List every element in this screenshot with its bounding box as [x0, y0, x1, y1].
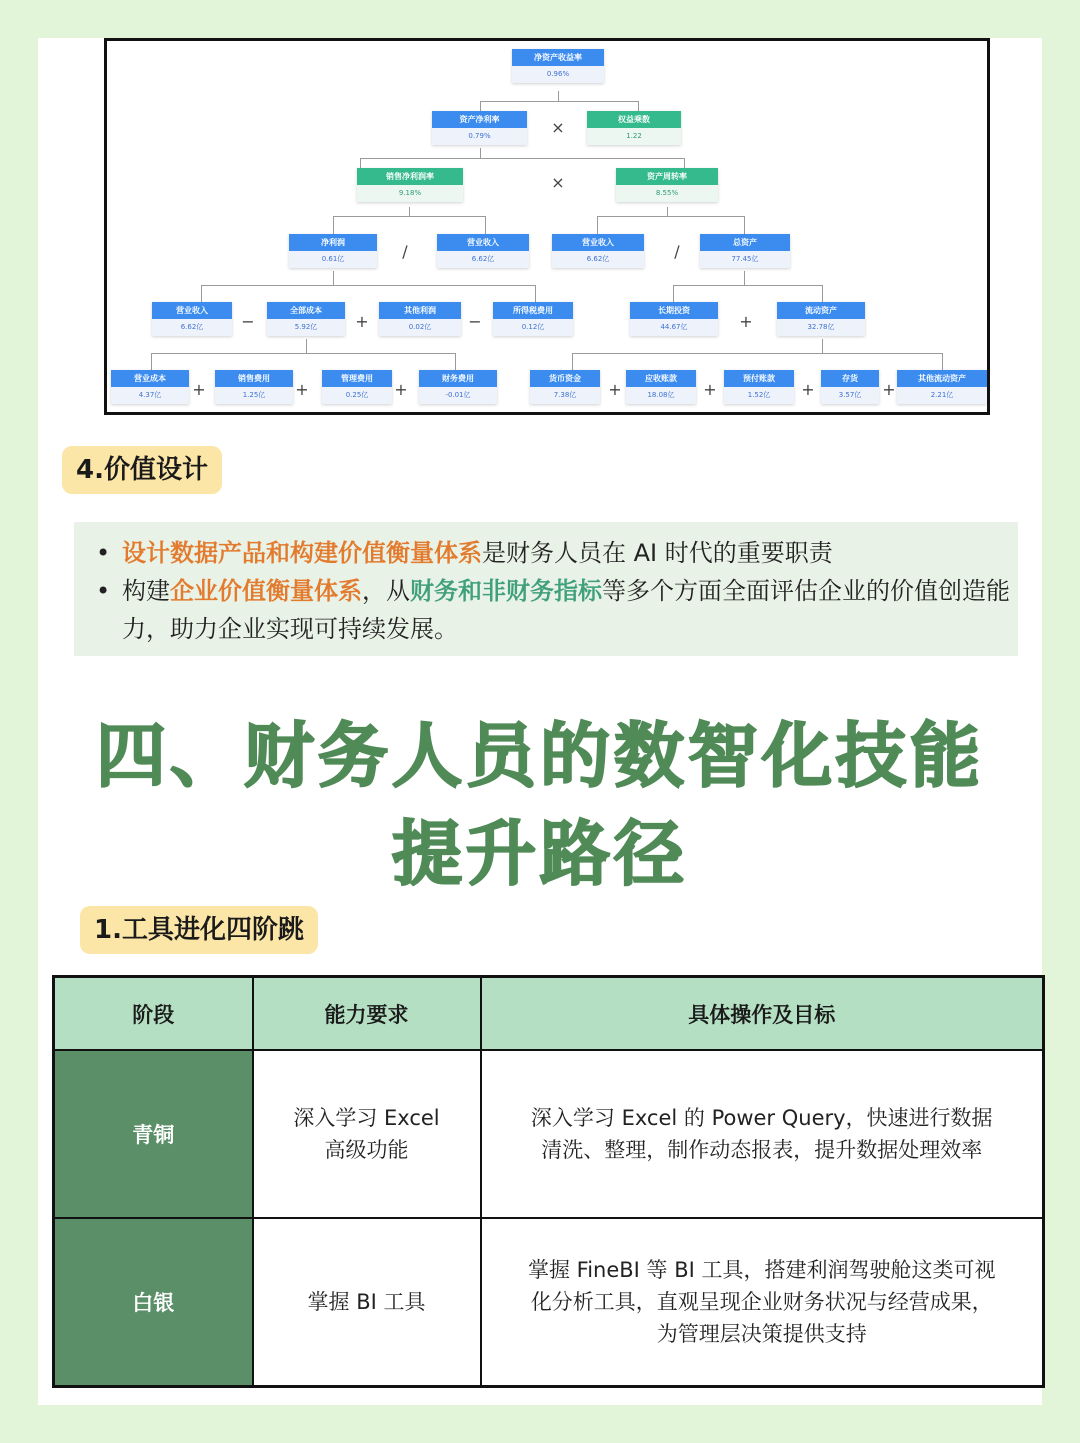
node-title: 应收账款	[626, 370, 696, 387]
plus-operator: +	[608, 380, 622, 399]
cell-line: 深入学习 Excel 的 Power Query，快速进行数据	[530, 1106, 993, 1130]
node-value: 18.08亿	[626, 387, 696, 404]
plus-operator: +	[355, 312, 369, 331]
node-asset-turnover	[616, 168, 718, 202]
node-title: 预付账款	[724, 370, 794, 387]
connector	[151, 353, 455, 354]
node-title: 资产净利率	[432, 111, 527, 128]
plus-operator: +	[295, 380, 309, 399]
node-value: 9.18%	[357, 185, 463, 202]
node-value: 0.79%	[432, 128, 527, 145]
node-value: 0.61亿	[289, 251, 377, 268]
node-value: 3.57亿	[821, 387, 879, 404]
connector	[360, 158, 361, 168]
column-header: 具体操作及目标	[481, 977, 1044, 1051]
node-operating-cost	[111, 370, 189, 404]
node-value: 4.37亿	[111, 387, 189, 404]
minus-operator: −	[241, 312, 255, 331]
node-income-tax	[493, 302, 573, 336]
connector	[201, 285, 202, 302]
bullet-text: 等多个方面全面评估企业的价值创造能力，助力企业实现可持续发展。	[122, 577, 1010, 643]
node-title: 管理费用	[322, 370, 392, 387]
bullet-item	[96, 572, 1018, 648]
stage-cell: 白银	[54, 1218, 253, 1386]
highlight-text: 企业价值衡量体系	[170, 577, 362, 605]
bullet-text: ，从	[362, 577, 410, 605]
column-header: 阶段	[54, 977, 253, 1051]
highlight-text: 财务和非财务指标	[410, 577, 602, 605]
page-title-line1: 四、财务人员的数智化技能	[96, 715, 984, 797]
node-value: 1.22	[587, 128, 681, 145]
node-admin-expense	[322, 370, 392, 404]
connector	[597, 216, 744, 217]
node-equity-multiplier	[587, 111, 681, 145]
node-net-profit-margin	[357, 168, 463, 202]
node-title: 其他利润	[379, 302, 461, 319]
node-title: 销售费用	[215, 370, 293, 387]
node-revenue	[437, 234, 529, 268]
node-value: 7.38亿	[530, 387, 600, 404]
node-title: 营业收入	[437, 234, 529, 251]
node-value: 0.12亿	[493, 319, 573, 336]
node-value: 2.21亿	[897, 387, 987, 404]
node-value: 0.02亿	[379, 319, 461, 336]
connector	[572, 353, 573, 370]
column-header: 能力要求	[253, 977, 481, 1051]
node-inventory	[821, 370, 879, 404]
cell-line: 清洗、整理，制作动态报表，提升数据处理效率	[541, 1138, 983, 1162]
connector	[638, 101, 639, 111]
cell-line: 高级功能	[324, 1138, 409, 1162]
node-other-current-assets	[897, 370, 987, 404]
table-row	[54, 1218, 1044, 1386]
node-prepayments	[724, 370, 794, 404]
node-revenue-3	[152, 302, 232, 336]
node-cash	[530, 370, 600, 404]
description-cell	[481, 1050, 1044, 1218]
section-heading-tool-evolution: 1.工具进化四阶跳	[80, 906, 318, 954]
node-revenue-2	[552, 234, 644, 268]
section-heading-value-design: 4.价值设计	[62, 446, 222, 494]
dupont-tree-diagram	[104, 38, 990, 415]
cell-line: 掌握 BI 工具	[307, 1289, 426, 1314]
connector	[360, 158, 684, 159]
skills-table	[52, 975, 1045, 1388]
plus-operator: +	[739, 312, 753, 331]
node-title: 货币资金	[530, 370, 600, 387]
connector	[333, 271, 334, 285]
page-title-line2: 提升路径	[392, 813, 688, 895]
node-selling-expense	[215, 370, 293, 404]
connector	[942, 353, 943, 370]
connector	[455, 353, 456, 370]
node-value: 6.62亿	[552, 251, 644, 268]
connector	[822, 339, 823, 353]
connector	[151, 353, 152, 370]
node-value: 5.92亿	[267, 319, 345, 336]
node-value: 1.52亿	[724, 387, 794, 404]
connector	[572, 353, 942, 354]
divide-operator: /	[402, 242, 408, 261]
node-value: 6.62亿	[437, 251, 529, 268]
node-title: 权益乘数	[587, 111, 681, 128]
connector	[673, 285, 674, 302]
value-design-bullets	[74, 522, 1018, 656]
node-title: 存货	[821, 370, 879, 387]
connector	[744, 271, 745, 285]
node-value: 0.25亿	[322, 387, 392, 404]
node-title: 财务费用	[419, 370, 497, 387]
connector	[535, 285, 536, 302]
node-finance-expense	[419, 370, 497, 404]
node-value: -0.01亿	[419, 387, 497, 404]
node-value: 1.25亿	[215, 387, 293, 404]
node-value: 77.45亿	[700, 251, 790, 268]
connector	[333, 216, 334, 234]
node-title: 总资产	[700, 234, 790, 251]
node-title: 营业收入	[552, 234, 644, 251]
node-other-profit	[379, 302, 461, 336]
node-title: 所得税费用	[493, 302, 573, 319]
connector	[201, 285, 535, 286]
connector	[333, 216, 485, 217]
bullet-text: 构建	[122, 577, 170, 605]
connector	[485, 216, 486, 234]
node-roa	[432, 111, 527, 145]
connector	[597, 216, 598, 234]
node-value: 44.67亿	[630, 319, 718, 336]
cell-line: 化分析工具，直观呈现企业财务状况与经营成果，	[530, 1289, 993, 1314]
connector	[667, 207, 668, 216]
connector	[480, 101, 638, 102]
node-title: 营业成本	[111, 370, 189, 387]
node-roe	[512, 49, 604, 83]
minus-operator: −	[468, 312, 482, 331]
node-title: 长期投资	[630, 302, 718, 319]
multiply-operator: ×	[551, 118, 565, 137]
plus-operator: +	[192, 380, 206, 399]
node-title: 净资产收益率	[512, 49, 604, 66]
connector	[480, 148, 481, 158]
cell-line: 为管理层决策提供支持	[656, 1321, 867, 1346]
node-title: 其他流动资产	[897, 370, 987, 387]
node-value: 8.55%	[616, 185, 718, 202]
node-title: 销售净利润率	[357, 168, 463, 185]
plus-operator: +	[394, 380, 408, 399]
node-net-profit	[289, 234, 377, 268]
node-current-assets	[777, 302, 865, 336]
cell-line: 深入学习 Excel	[293, 1106, 440, 1130]
stage-cell: 青铜	[54, 1050, 253, 1218]
connector	[684, 158, 685, 168]
table-header-row	[54, 977, 1044, 1051]
cell-line: 掌握 FineBI 等 BI 工具，搭建利润驾驶舱这类可视	[527, 1257, 996, 1282]
plus-operator: +	[882, 380, 896, 399]
node-title: 全部成本	[267, 302, 345, 319]
highlight-text: 设计数据产品和构建价值衡量体系	[122, 539, 482, 567]
bullet-text: 是财务人员在 AI 时代的重要职责	[482, 539, 833, 567]
description-cell	[481, 1218, 1044, 1386]
node-title: 资产周转率	[616, 168, 718, 185]
bullet-item	[96, 534, 1018, 572]
node-receivables	[626, 370, 696, 404]
connector	[306, 339, 307, 353]
divide-operator: /	[674, 242, 680, 261]
requirement-cell	[253, 1218, 481, 1386]
plus-operator: +	[801, 380, 815, 399]
node-total-assets	[700, 234, 790, 268]
node-title: 营业收入	[152, 302, 232, 319]
node-title: 流动资产	[777, 302, 865, 319]
connector	[744, 216, 745, 234]
node-total-cost	[267, 302, 345, 336]
node-value: 32.78亿	[777, 319, 865, 336]
connector	[409, 207, 410, 216]
table-row	[54, 1050, 1044, 1218]
node-long-term-investment	[630, 302, 718, 336]
node-value: 0.96%	[512, 66, 604, 83]
connector	[480, 101, 481, 111]
node-title: 净利润	[289, 234, 377, 251]
connector	[673, 285, 822, 286]
node-value: 6.62亿	[152, 319, 232, 336]
plus-operator: +	[703, 380, 717, 399]
multiply-operator: ×	[551, 173, 565, 192]
connector	[822, 285, 823, 302]
connector	[558, 91, 559, 101]
requirement-cell	[253, 1050, 481, 1218]
